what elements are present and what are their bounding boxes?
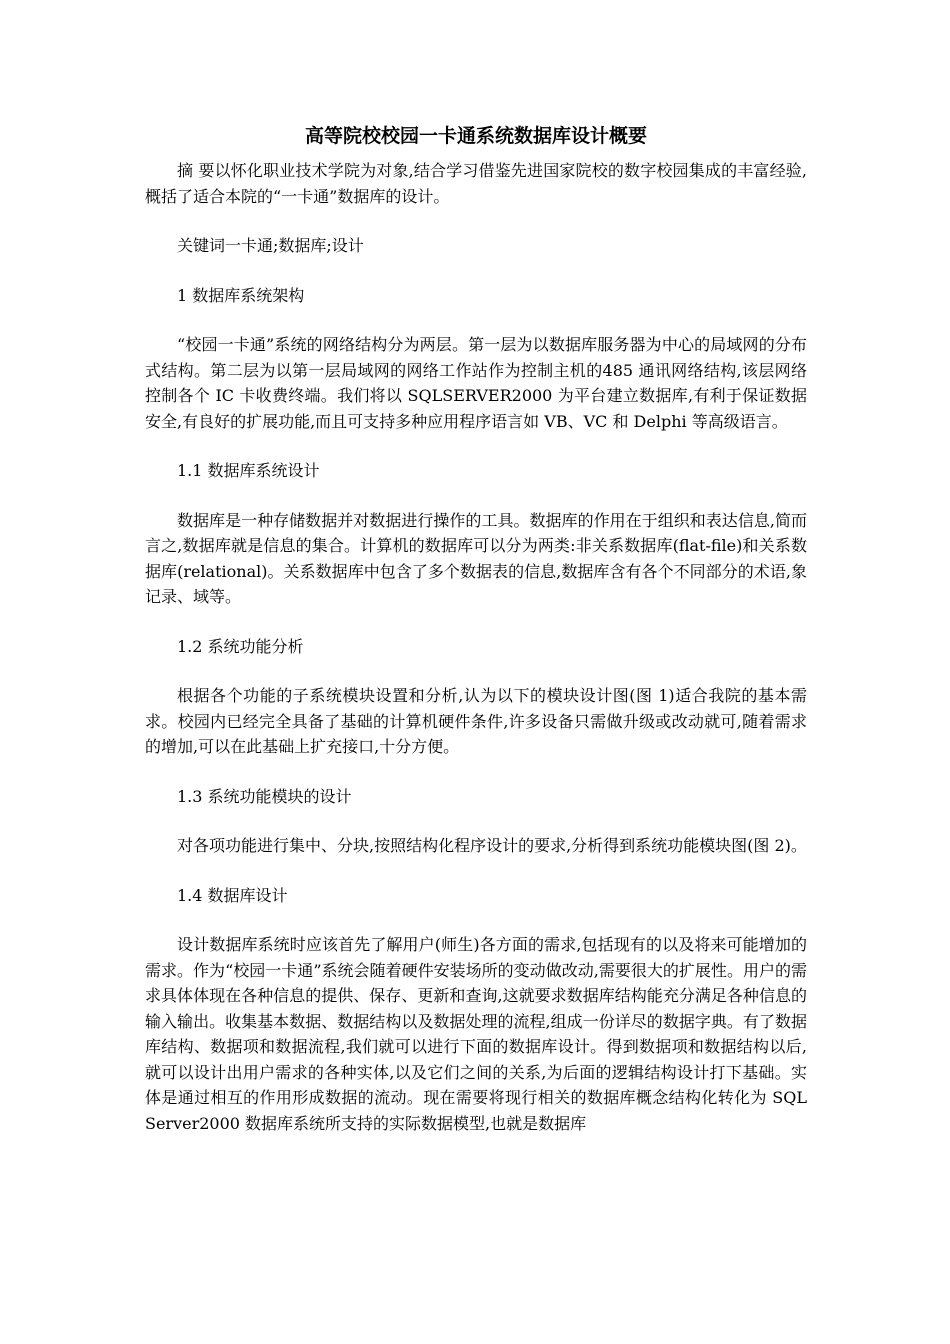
section-heading-1-4: 1.4 数据库设计 bbox=[177, 885, 288, 905]
section-body-1-2: 根据各个功能的子系统模块设置和分析,认为以下的模块设计图(图 1)适合我院的基本需求。校园内已经完全具备了基础的计算机硬件条件,许多设备只需做升级或改动就可,随着需求的增加,可以在此基础上扩充接口,十分方便。 bbox=[145, 686, 807, 756]
document-page bbox=[145, 118, 807, 1136]
section-heading-1-3: 1.3 系统功能模块的设计 bbox=[177, 786, 352, 806]
keywords-line: 关键词一卡通;数据库;设计 bbox=[177, 236, 364, 255]
section-body-1-4: 设计数据库系统时应该首先了解用户(师生)各方面的需求,包括现有的以及将来可能增加的需求。作为“校园一卡通”系统会随着硬件安装场所的变动做改动,需要很大的扩展性。用户的需求具体体现在各种信息的提供、保存、更新和查询,这就要求数据库结构能充分满足各种信息的输入输出。收集基本数据、数据结构以及数据处理的流程,组成一份详尽的数据字典。有了数据库结构、数据项和数据流程,我们就可以进行下面的数据库设计。得到数据项和数据结构以后,就可以设计出用户需求的各种实体,以及它们之间的关系,为后面的逻辑结构设计打下基础。实体是通过相互的作用形成数据的流动。现在需要将现行相关的数据库概念结构化转化为 SQL Server2000 数据库系统所支持的实际数据模型,也就是数据库 bbox=[145, 935, 807, 1133]
section-body-1-3: 对各项功能进行集中、分块,按照结构化程序设计的要求,分析得到系统功能模块图(图 2)。 bbox=[177, 836, 807, 855]
section-body-1-1: 数据库是一种存储数据并对数据进行操作的工具。数据库的作用在于组织和表达信息,简而言之,数据库就是信息的集合。计算机的数据库可以分为两类:非关系数据库(flat-file)和关系数据库(relational)。关系数据库中包含了多个数据表的信息,数据库含有各个不同部分的术语,象记录、域等。 bbox=[145, 510, 807, 606]
section-heading-1: 1 数据库系统架构 bbox=[177, 285, 305, 305]
abstract-paragraph: 摘 要以怀化职业技术学院为对象,结合学习借鉴先进国家院校的数字校园集成的丰富经验,概括了适合本院的“一卡通”数据库的设计。 bbox=[145, 161, 807, 206]
section-body-1: “校园一卡通”系统的网络结构分为两层。第一层为以数据库服务器为中心的局域网的分布式结构。第二层为以第一层局域网的网络工作站作为控制主机的485 通讯网络结构,该层网络控制各个 IC 卡收费终端。我们将以 SQLSERVER2000 为平台建立数据库,有利于保证数据安全,有良好的扩展功能,而且可支持多种应用程序语言如 VB、VC 和 Delphi 等高级语言。 bbox=[145, 335, 807, 431]
document-title: 高等院校校园一卡通系统数据库设计概要 bbox=[304, 125, 647, 147]
section-heading-1-1: 1.1 数据库系统设计 bbox=[177, 461, 320, 480]
section-heading-1-2: 1.2 系统功能分析 bbox=[177, 636, 304, 656]
